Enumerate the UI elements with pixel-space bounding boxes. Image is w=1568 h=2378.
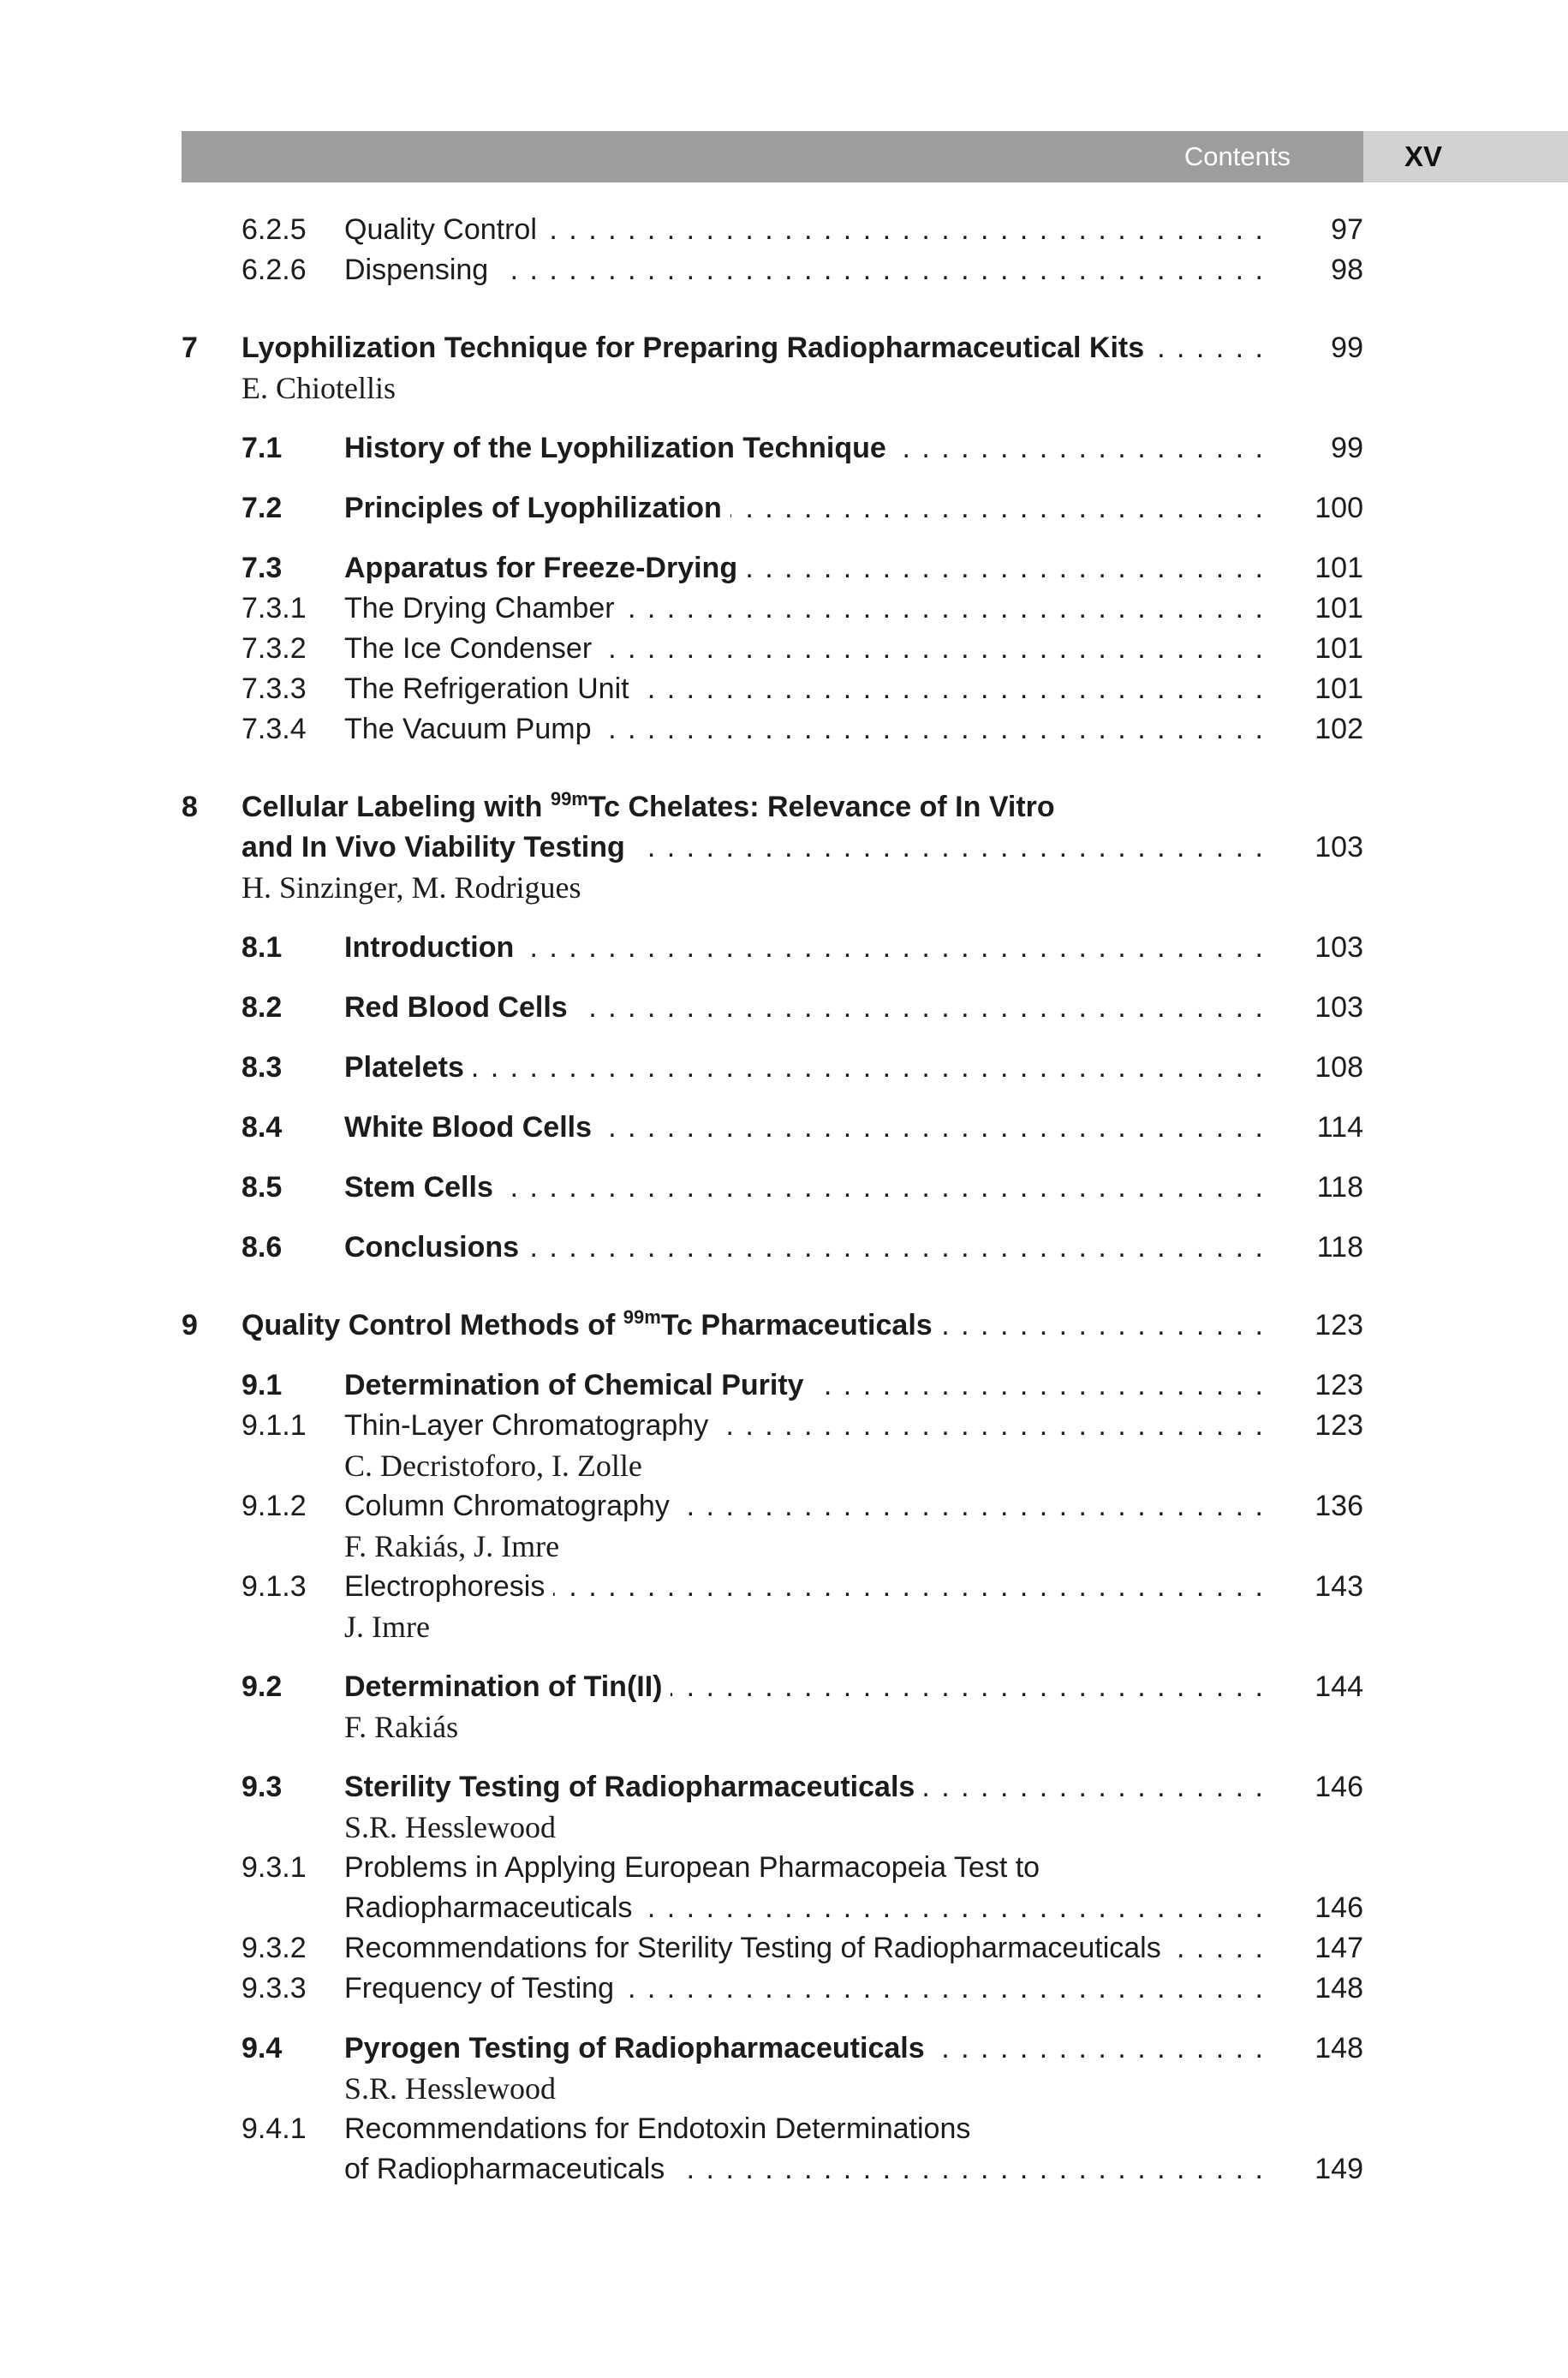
- chapter-title: [241, 1306, 1265, 1346]
- section-title-text: The Vacuum Pump: [344, 713, 600, 745]
- section-title: [344, 1848, 1265, 1888]
- page-ref: 100: [1315, 492, 1363, 524]
- toc-section-row: [0, 1168, 1568, 1208]
- section-title-text: Thin-Layer Chromatography: [344, 1409, 717, 1442]
- toc-section-row: [0, 1667, 1568, 1707]
- toc-author: F. Rakiás: [344, 1710, 459, 1744]
- page-ref: 97: [1331, 213, 1363, 246]
- toc-author-row: [0, 1527, 1568, 1567]
- section-number: 7.1: [241, 432, 283, 464]
- section-title-text: Dispensing: [344, 254, 497, 286]
- toc-subsection-row: [0, 210, 1568, 250]
- section-title-text: Principles of Lyophilization: [344, 492, 730, 524]
- page-ref: 102: [1315, 713, 1363, 745]
- section-number: 9.4.1: [241, 2112, 307, 2145]
- section-title: [344, 1928, 1265, 1969]
- toc-subsection-row: [0, 669, 1568, 709]
- toc-author: J. Imre: [344, 1610, 430, 1644]
- page-ref: 136: [1315, 1490, 1363, 1522]
- page-ref: 148: [1315, 1972, 1363, 2005]
- toc-subsection-row: [0, 1486, 1568, 1527]
- page-ref: 149: [1315, 2153, 1363, 2185]
- section-number: 8.3: [241, 1051, 283, 1084]
- section-number: 9.1.3: [241, 1570, 307, 1603]
- toc-section-row: [0, 428, 1568, 469]
- section-title: [344, 428, 1265, 469]
- toc-subsection-row: [0, 1928, 1568, 1969]
- section-title-text: Introduction: [344, 931, 522, 964]
- chapter-title-text: Lyophilization Technique for Preparing Radiopharmaceutical Kits: [241, 332, 1153, 364]
- section-title-text: Pyrogen Testing of Radiopharmaceuticals: [344, 2032, 933, 2064]
- page-number-tab: [1363, 131, 1568, 182]
- page-ref: 101: [1315, 592, 1363, 624]
- section-number: 9.3.3: [241, 1972, 307, 2005]
- toc-author-row: [0, 1607, 1568, 1647]
- section-number: 8.6: [241, 1231, 283, 1264]
- section-title: [344, 1108, 1265, 1148]
- section-title: [344, 1406, 1265, 1446]
- toc-section-row: [0, 928, 1568, 968]
- page-ref: 103: [1315, 831, 1363, 863]
- section-number: 6.2.6: [241, 254, 307, 286]
- section-title-text: Problems in Applying European Pharmacopeia Test to: [344, 1851, 1048, 1884]
- section-title: [344, 1048, 1265, 1088]
- section-number: 7.3.2: [241, 632, 307, 665]
- toc-author-row: [0, 1707, 1568, 1748]
- section-title-text: Determination of Chemical Purity: [344, 1369, 813, 1401]
- toc-subsection-row: [0, 709, 1568, 750]
- toc-author-row: [0, 868, 1568, 908]
- section-number: 8.4: [241, 1111, 283, 1144]
- section-title: [344, 488, 1265, 529]
- section-number: 9.2: [241, 1670, 283, 1703]
- section-title-text: Recommendations for Sterility Testing of Radiopharmaceuticals: [344, 1932, 1170, 1964]
- toc-section-row: [0, 1048, 1568, 1088]
- toc-subsection-row: [0, 1848, 1568, 1888]
- toc-subsection-row: [0, 589, 1568, 629]
- section-title-cont: [344, 1888, 1265, 1928]
- toc-author: S.R. Hesslewood: [344, 1810, 557, 1844]
- page-ref: 99: [1331, 432, 1363, 464]
- isotope-superscript: 99m: [623, 1306, 661, 1328]
- page-ref: 98: [1331, 254, 1363, 286]
- section-title: [344, 250, 1265, 290]
- page-ref: 123: [1315, 1309, 1363, 1341]
- section-title-text: Recommendations for Endotoxin Determinations: [344, 2112, 979, 2145]
- page-ref: 148: [1315, 2032, 1363, 2064]
- toc-section-row: [0, 548, 1568, 589]
- page-ref: 123: [1315, 1409, 1363, 1442]
- running-header-label: Contents: [1183, 141, 1291, 171]
- section-title: [344, 928, 1265, 968]
- section-title-text: The Ice Condenser: [344, 632, 600, 665]
- page-ref: 146: [1315, 1891, 1363, 1924]
- toc-subsection-row: [0, 1969, 1568, 2009]
- section-number: 7.3.3: [241, 672, 307, 705]
- section-title: [344, 1567, 1265, 1607]
- toc-author-row: [0, 2069, 1568, 2109]
- section-title: [344, 1486, 1265, 1527]
- chapter-title: [241, 328, 1265, 368]
- section-title: [344, 1228, 1265, 1268]
- page-ref: 103: [1315, 991, 1363, 1024]
- toc-author-row: [0, 368, 1568, 409]
- page-ref: 103: [1315, 931, 1363, 964]
- section-title-text: Sterility Testing of Radiopharmaceuticals: [344, 1771, 923, 1803]
- toc-section-row: [0, 1365, 1568, 1406]
- section-number: 9.1.1: [241, 1409, 307, 1442]
- toc-chapter-row: [0, 787, 1568, 828]
- section-number: 9.1.2: [241, 1490, 307, 1522]
- section-title: [344, 548, 1265, 589]
- table-of-contents: [0, 210, 1568, 2190]
- section-title-text: Stem Cells: [344, 1171, 502, 1204]
- toc-subsection-row: [0, 629, 1568, 669]
- section-number: 9.3: [241, 1771, 283, 1803]
- page-ref: 101: [1315, 672, 1363, 705]
- isotope-superscript: 99m: [550, 788, 588, 810]
- toc-author: E. Chiotellis: [241, 371, 396, 405]
- toc-author: H. Sinzinger, M. Rodrigues: [241, 870, 581, 905]
- toc-author-row: [0, 1446, 1568, 1486]
- toc-author-row: [0, 1807, 1568, 1848]
- section-title: [344, 1767, 1265, 1807]
- section-title: [344, 629, 1265, 669]
- section-number: 7.3.1: [241, 592, 307, 624]
- page-ref: 108: [1315, 1051, 1363, 1084]
- page-number: XV: [1404, 140, 1443, 172]
- chapter-title: [241, 787, 1265, 828]
- page-ref: 101: [1315, 552, 1363, 584]
- toc-author: S.R. Hesslewood: [344, 2071, 557, 2106]
- section-title-text: Quality Control: [344, 213, 546, 246]
- chapter-number: 9: [182, 1309, 198, 1341]
- toc-subsection-row-cont: [0, 1888, 1568, 1928]
- toc-chapter-row-cont: [0, 828, 1568, 868]
- section-number: 9.3.2: [241, 1932, 307, 1964]
- section-title: [344, 709, 1265, 750]
- toc-author: C. Decristoforo, I. Zolle: [344, 1449, 642, 1483]
- section-title-text: History of the Lyophilization Technique: [344, 432, 895, 464]
- chapter-title-cont: [241, 828, 1265, 868]
- section-title-text: Platelets: [344, 1051, 473, 1084]
- section-title-text: White Blood Cells: [344, 1111, 600, 1144]
- section-number: 9.3.1: [241, 1851, 307, 1884]
- section-number: 9.1: [241, 1369, 283, 1401]
- section-title-text: Conclusions: [344, 1231, 528, 1264]
- chapter-number: 7: [182, 332, 198, 364]
- page-ref: 144: [1315, 1670, 1363, 1703]
- toc-subsection-row: [0, 250, 1568, 290]
- toc-section-row: [0, 1228, 1568, 1268]
- toc-subsection-row: [0, 1406, 1568, 1446]
- section-title-text: Determination of Tin(II): [344, 1670, 671, 1703]
- chapter-title-text: and In Vivo Viability Testing: [241, 831, 634, 863]
- chapter-title-text: Quality Control Methods of $^{99m}$Tc Pharmaceuticals: [241, 1309, 941, 1341]
- chapter-title-text: Cellular Labeling with $^{99m}$Tc Chelates: Relevance of In Vitro: [241, 791, 1064, 823]
- toc-chapter-row: [0, 1306, 1568, 1346]
- toc-section-row: [0, 1108, 1568, 1148]
- page-ref: 99: [1331, 332, 1363, 364]
- toc-author: F. Rakiás, J. Imre: [344, 1529, 560, 1563]
- section-title-text: The Drying Chamber: [344, 592, 623, 624]
- section-title-text: Frequency of Testing: [344, 1972, 623, 2005]
- section-title: [344, 1365, 1265, 1406]
- section-title: [344, 988, 1265, 1028]
- page-ref: 143: [1315, 1570, 1363, 1603]
- section-title: [344, 589, 1265, 629]
- toc-subsection-row-cont: [0, 2149, 1568, 2190]
- toc-section-row: [0, 1767, 1568, 1807]
- page-ref: 147: [1315, 1932, 1363, 1964]
- toc-section-row: [0, 988, 1568, 1028]
- section-number: 8.1: [241, 931, 283, 964]
- section-title-cont: [344, 2149, 1265, 2190]
- running-header-bar: [182, 131, 1363, 182]
- section-title: [344, 669, 1265, 709]
- page-ref: 114: [1316, 1111, 1363, 1144]
- section-title: [344, 2028, 1265, 2069]
- section-title-text: Electrophoresis: [344, 1570, 553, 1603]
- section-title: [344, 1667, 1265, 1707]
- section-number: 8.2: [241, 991, 283, 1024]
- toc-chapter-row: [0, 328, 1568, 368]
- section-number: 8.5: [241, 1171, 283, 1204]
- section-title-text: The Refrigeration Unit: [344, 672, 638, 705]
- section-number: 6.2.5: [241, 213, 307, 246]
- section-title: [344, 210, 1265, 250]
- chapter-number: 8: [182, 791, 198, 823]
- toc-section-row: [0, 2028, 1568, 2069]
- section-title: [344, 2109, 1265, 2149]
- section-number: 7.3: [241, 552, 283, 584]
- toc-subsection-row: [0, 2109, 1568, 2149]
- section-title-cont-text: of Radiopharmaceuticals: [344, 2153, 673, 2185]
- section-number: 9.4: [241, 2032, 283, 2064]
- section-title: [344, 1969, 1265, 2009]
- page-ref: 118: [1316, 1231, 1363, 1264]
- page-ref: 101: [1315, 632, 1363, 665]
- toc-section-row: [0, 488, 1568, 529]
- section-number: 7.2: [241, 492, 283, 524]
- section-title-text: Red Blood Cells: [344, 991, 576, 1024]
- page-ref: 146: [1315, 1771, 1363, 1803]
- section-number: 7.3.4: [241, 713, 307, 745]
- page-ref: 123: [1315, 1369, 1363, 1401]
- section-title-text: Column Chromatography: [344, 1490, 678, 1522]
- section-title-text: Apparatus for Freeze-Drying: [344, 552, 746, 584]
- section-title-cont-text: Radiopharmaceuticals: [344, 1891, 641, 1924]
- page-ref: 118: [1316, 1171, 1363, 1204]
- toc-subsection-row: [0, 1567, 1568, 1607]
- section-title: [344, 1168, 1265, 1208]
